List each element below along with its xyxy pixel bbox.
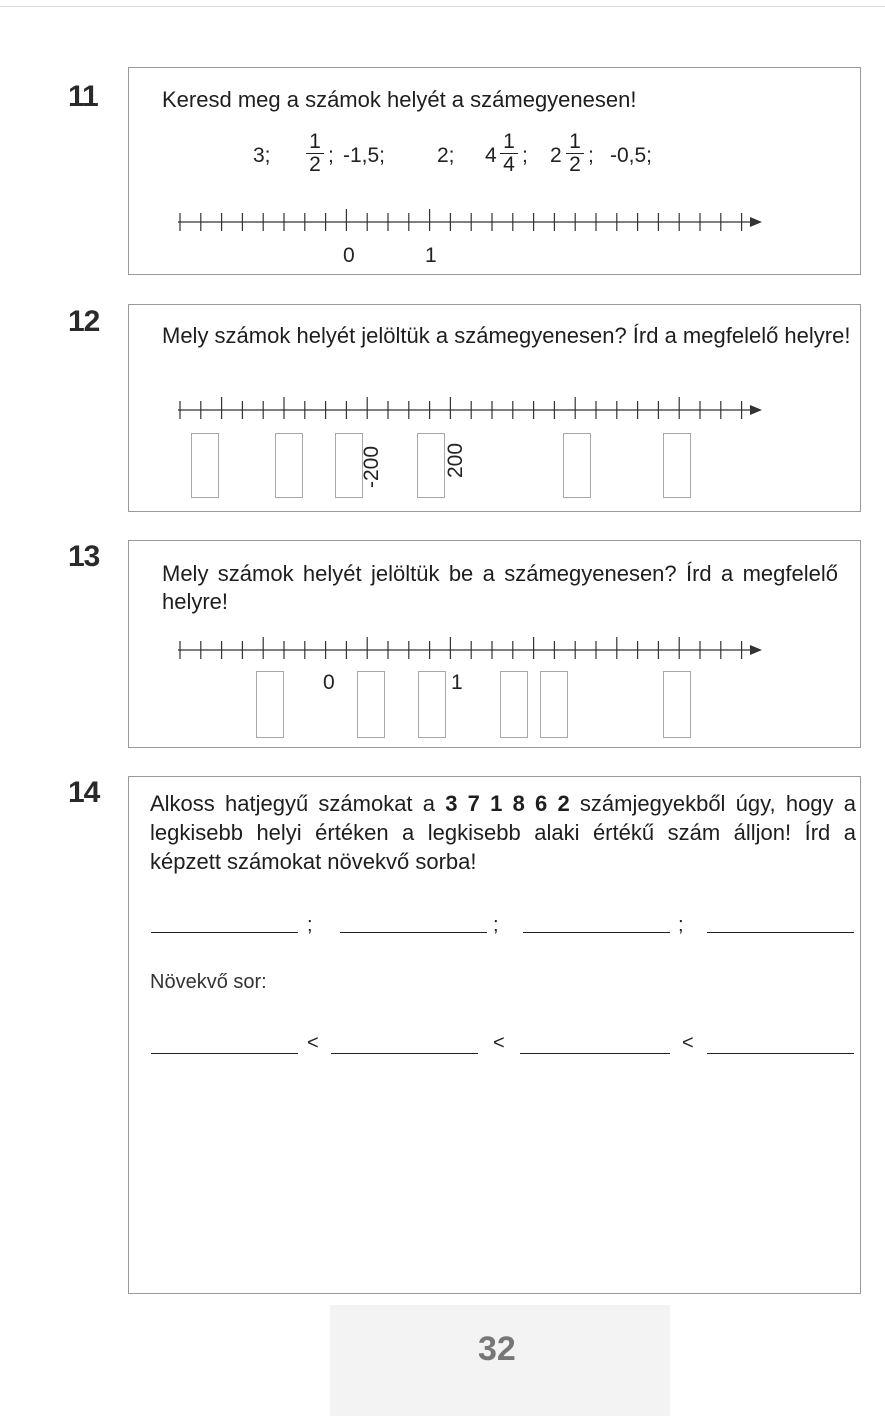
task-11-instruction: Keresd meg a számok helyét a számegyenesen! (162, 87, 637, 112)
task-13-instruction: Mely számok helyét jelöltük be a számegyenesen? Írd a megfelelő helyre! (162, 561, 838, 614)
answer-box[interactable] (256, 671, 284, 738)
digits-list: 3 7 1 8 6 2 (445, 791, 570, 816)
axis-label-0: 0 (343, 244, 355, 267)
number-2: 2; (437, 144, 455, 167)
instruction-text: Alkoss hatjegyű számokat a (150, 791, 446, 816)
task-number-12: 12 (68, 305, 100, 338)
task-number-13: 13 (68, 540, 100, 573)
fraction-numerator: 1 (306, 131, 324, 154)
increasing-order-label: Növekvő sor: (150, 971, 267, 993)
answer-blank[interactable] (340, 932, 487, 933)
answer-box[interactable] (663, 671, 691, 738)
number-line-13-ticks (178, 637, 762, 659)
task-number-11: 11 (68, 80, 98, 113)
axis-label-1: 1 (425, 244, 437, 267)
fraction-denominator: 2 (569, 153, 581, 176)
fraction-numerator: 1 (500, 131, 518, 154)
answer-box[interactable] (540, 671, 568, 738)
fraction-denominator: 4 (503, 153, 515, 176)
answer-blank[interactable] (523, 932, 670, 933)
mixed-whole-4: 4 (485, 144, 497, 167)
mixed-separator: ; (588, 144, 594, 167)
semicolon-separator: ; (307, 914, 313, 936)
fraction-separator: ; (328, 144, 334, 167)
semicolon-separator: ; (493, 914, 499, 936)
mixed-separator: ; (522, 144, 528, 167)
answer-blank[interactable] (151, 1053, 298, 1054)
less-than-separator: < (493, 1032, 505, 1054)
number-neg-1-5: -1,5; (343, 144, 386, 167)
fraction-denominator: 2 (309, 153, 321, 176)
less-than-separator: < (307, 1032, 319, 1054)
answer-blank[interactable] (151, 932, 298, 933)
axis-label-minus-200: -200 (360, 445, 383, 488)
less-than-separator: < (682, 1032, 694, 1054)
axis-arrow (750, 645, 762, 655)
answer-blank[interactable] (707, 1053, 854, 1054)
axis-label-0: 0 (323, 671, 335, 694)
page-number: 32 (478, 1330, 516, 1368)
answer-blank[interactable] (331, 1053, 478, 1054)
mixed-whole-2: 2 (550, 144, 562, 167)
fraction-numerator: 1 (566, 131, 584, 154)
axis-label-1: 1 (451, 671, 463, 694)
instruction-text: számjegyekből úgy, hogy a legkisebb helyi értéken a legkisebb alaki értékű szám álljon! Írd a képzett számokat növekvő sorba! (150, 791, 856, 874)
answer-blank[interactable] (707, 932, 854, 933)
answer-box[interactable] (357, 671, 385, 738)
axis-label-200: 200 (444, 442, 467, 478)
task-12-instruction: Mely számok helyét jelöltük a számegyenesen? Írd a megfelelő helyre! (162, 323, 851, 348)
answer-blank[interactable] (520, 1053, 670, 1054)
number-3: 3; (253, 144, 271, 167)
semicolon-separator: ; (678, 914, 684, 936)
task-number-14: 14 (68, 776, 100, 809)
number-neg-0-5: -0,5; (610, 144, 653, 167)
task-14-instruction (150, 789, 856, 876)
answer-box[interactable] (418, 671, 446, 738)
answer-box[interactable] (500, 671, 528, 738)
